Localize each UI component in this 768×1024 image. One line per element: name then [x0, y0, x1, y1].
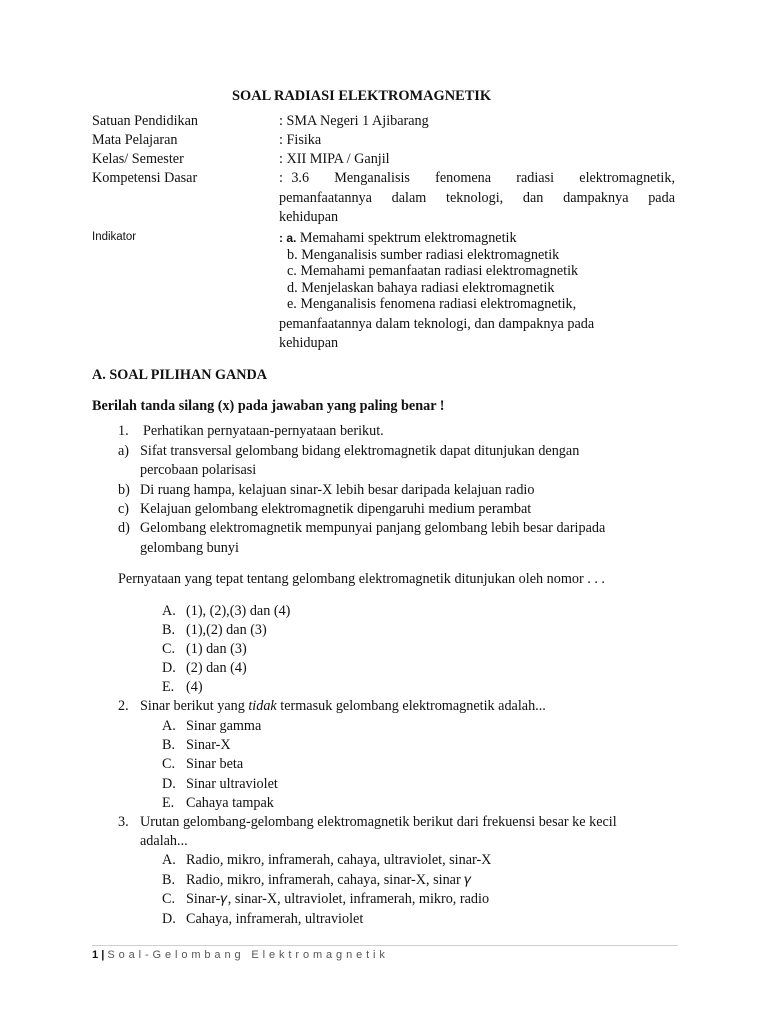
page-number: 1	[92, 949, 99, 961]
q1-statement-d-line1: Gelombang elektromagnetik mempunyai panjang gelombang lebih besar daripada	[140, 520, 606, 536]
q3-option-b-letter[interactable]: B.	[162, 872, 176, 888]
q3-option-a-text[interactable]: Radio, mikro, inframerah, cahaya, ultraviolet, sinar-X	[186, 852, 492, 868]
q1-option-a-letter[interactable]: A.	[162, 603, 176, 619]
q1-statement-c-mark: c)	[118, 501, 130, 517]
q3-text-line1: Urutan gelombang-gelombang elektromagnetik berikut dari frekuensi besar ke kecil	[140, 814, 617, 830]
q1-statement-a-mark: a)	[118, 443, 130, 459]
kd-label: Kompetensi Dasar	[92, 170, 198, 186]
indikator-item-a	[279, 231, 517, 245]
instruction: Berilah tanda silang (x) pada jawaban yang paling benar !	[92, 398, 445, 414]
page-title: SOAL RADIASI ELEKTROMAGNETIK	[232, 88, 492, 104]
indikator-item-a-text: Memahami spektrum elektromagnetik	[296, 230, 517, 246]
q1-option-d-letter[interactable]: D.	[162, 660, 176, 676]
indikator-cont-1: pemanfaatannya dalam teknologi, dan dampaknya pada	[279, 316, 595, 332]
q2-option-b-letter[interactable]: B.	[162, 737, 176, 753]
q2-text-pre: Sinar berikut yang	[140, 698, 249, 714]
q2-option-a-letter[interactable]: A.	[162, 718, 176, 734]
footer-separator: |	[101, 949, 105, 961]
q3-option-a-letter[interactable]: A.	[162, 852, 176, 868]
q1-question: Pernyataan yang tepat tentang gelombang elektromagnetik ditunjukan oleh nomor . . .	[118, 571, 605, 587]
q2-number: 2.	[118, 698, 129, 714]
q2-option-a-text[interactable]: Sinar gamma	[186, 718, 262, 734]
q3-option-c-letter[interactable]: C.	[162, 891, 176, 907]
q1-statement-b-mark: b)	[118, 482, 130, 498]
meta-label-kelas: Kelas/ Semester	[92, 151, 184, 167]
page-footer	[92, 950, 389, 961]
q3-option-b-text[interactable]: Radio, mikro, inframerah, cahaya, sinar-X, sinar 𝛾	[186, 872, 472, 888]
q3-option-d-letter[interactable]: D.	[162, 911, 176, 927]
q2-option-e-text[interactable]: Cahaya tampak	[186, 795, 274, 811]
q2-text-post: termasuk gelombang elektromagnetik adalah...	[276, 698, 546, 714]
q1-statement-d-mark: d)	[118, 520, 130, 536]
indikator-item-d: d. Menjelaskan bahaya radiasi elektromagnetik	[287, 280, 555, 296]
q3-text-line2: adalah...	[140, 833, 188, 849]
indikator-prefix: : a.	[279, 231, 297, 245]
kd-line-2: pemanfaatannya dalam teknologi, dan dampaknya pada	[279, 191, 675, 206]
q2-text	[140, 699, 546, 713]
q3-option-d-text[interactable]: Cahaya, inframerah, ultraviolet	[186, 911, 364, 927]
q1-option-b-letter[interactable]: B.	[162, 622, 176, 638]
section-heading: A. SOAL PILIHAN GANDA	[92, 367, 268, 383]
q1-statement-a-line1: Sifat transversal gelombang bidang elektromagnetik dapat ditunjukan dengan	[140, 443, 580, 459]
q2-option-d-text[interactable]: Sinar ultraviolet	[186, 776, 278, 792]
q2-option-c-letter[interactable]: C.	[162, 756, 176, 772]
q2-text-emphasis: tidak	[248, 698, 277, 714]
q1-option-c-text[interactable]: (1) dan (3)	[186, 641, 247, 657]
indikator-item-b: b. Menganalisis sumber radiasi elektromagnetik	[287, 247, 560, 263]
kd-line-1: : 3.6 Menganalisis fenomena radiasi elektromagnetik,	[279, 171, 675, 186]
q1-option-e-text[interactable]: (4)	[186, 679, 203, 695]
q1-option-a-text[interactable]: (1), (2),(3) dan (4)	[186, 603, 291, 619]
q2-option-c-text[interactable]: Sinar beta	[186, 756, 244, 772]
q1-statement-b-line1: Di ruang hampa, kelajuan sinar-X lebih besar daripada kelajuan radio	[140, 482, 535, 498]
kd-line-3: kehidupan	[279, 209, 339, 225]
meta-value-kelas: : XII MIPA / Ganjil	[279, 151, 390, 167]
footer-text: Soal-Gelombang Elektromagnetik	[107, 949, 389, 961]
q3-option-c-text[interactable]: Sinar-𝛾, sinar-X, ultraviolet, inframerah, mikro, radio	[186, 891, 490, 907]
indikator-cont-2: kehidupan	[279, 335, 339, 351]
meta-label-mapel: Mata Pelajaran	[92, 132, 178, 148]
q1-number: 1.	[118, 423, 129, 439]
q1-option-d-text[interactable]: (2) dan (4)	[186, 660, 247, 676]
q1-option-e-letter[interactable]: E.	[162, 679, 175, 695]
q1-statement-a-line2: percobaan polarisasi	[140, 462, 257, 478]
indikator-item-c: c. Memahami pemanfaatan radiasi elektromagnetik	[287, 263, 579, 279]
indikator-item-e: e. Menganalisis fenomena radiasi elektromagnetik,	[287, 296, 577, 312]
footer-divider	[92, 945, 678, 946]
q1-text: Perhatikan pernyataan-pernyataan berikut.	[143, 423, 384, 439]
meta-value-mapel: : Fisika	[279, 132, 322, 148]
q1-option-b-text[interactable]: (1),(2) dan (3)	[186, 622, 267, 638]
q2-option-b-text[interactable]: Sinar-X	[186, 737, 231, 753]
q2-option-d-letter[interactable]: D.	[162, 776, 176, 792]
q3-number: 3.	[118, 814, 129, 830]
q2-option-e-letter[interactable]: E.	[162, 795, 175, 811]
meta-label-satuan: Satuan Pendidikan	[92, 113, 198, 129]
q1-statement-d-line2: gelombang bunyi	[140, 540, 239, 556]
q1-statement-c-line1: Kelajuan gelombang elektromagnetik dipengaruhi medium perambat	[140, 501, 532, 517]
q1-option-c-letter[interactable]: C.	[162, 641, 176, 657]
meta-value-satuan: : SMA Negeri 1 Ajibarang	[279, 113, 429, 129]
indikator-label: Indikator	[92, 231, 137, 243]
